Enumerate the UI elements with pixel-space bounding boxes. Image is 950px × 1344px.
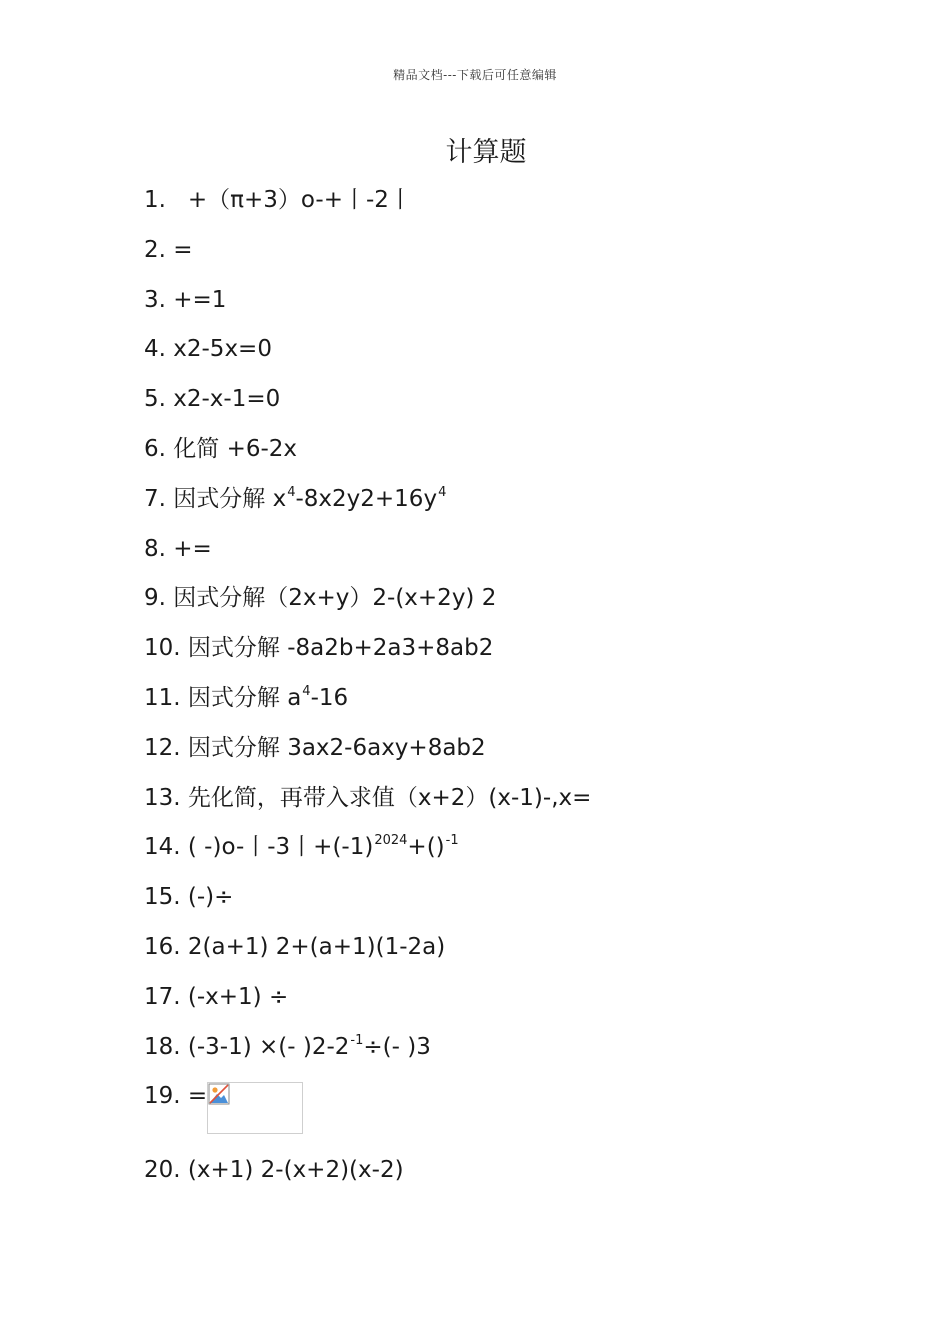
problem-number: 3. [144, 286, 166, 313]
problem-number: 15. [144, 884, 181, 911]
problem-number: 14. [144, 834, 181, 861]
problem-text: -8x2y2+16y [295, 485, 438, 512]
problem-text: 化简 +6-2x [173, 435, 298, 462]
problem-item [144, 877, 591, 927]
problem-text: 因式分解 x [173, 485, 287, 512]
problem-text: (-x+1) ÷ [180, 983, 289, 1010]
problem-text: (-)÷ [180, 884, 234, 911]
problem-text: 因式分解 -8a2b+2a3+8ab2 [187, 635, 494, 662]
superscript: 4 [302, 683, 311, 699]
problem-text: (-3-1) ×(- )2-2 [180, 1033, 350, 1060]
problem-number: 12. [144, 734, 181, 761]
problem-item [144, 628, 591, 678]
problem-item [144, 977, 591, 1027]
problem-item [144, 1027, 591, 1077]
broken-image-placeholder [207, 1082, 303, 1134]
header-note: 精品文档---下载后可任意编辑 [393, 68, 557, 82]
problem-text: 先化简，再带入求值（x+2）(x-1)-,x= [187, 784, 592, 811]
superscript: 4 [438, 484, 447, 500]
broken-image-icon [208, 1083, 230, 1105]
problem-number: 11. [144, 684, 181, 711]
problem-item [144, 329, 591, 379]
problem-item [144, 230, 591, 280]
problem-text: +=1 [173, 286, 227, 313]
problem-text: 因式分解 a [187, 684, 302, 711]
problem-number: 2. [144, 236, 166, 263]
problem-item [144, 827, 591, 877]
problem-item [144, 927, 591, 977]
problem-text: ( -)o-丨-3丨+(-1) [180, 834, 374, 861]
problem-number: 1. [144, 187, 166, 213]
problem-item [144, 180, 591, 230]
problem-text: 因式分解 3ax2-6axy+8ab2 [187, 734, 486, 761]
problem-item [144, 1076, 591, 1150]
problem-number: 9. [144, 585, 166, 612]
problem-number: 5. [144, 386, 166, 413]
superscript: 2024 [374, 833, 408, 849]
problem-text: x2-5x=0 [173, 336, 272, 363]
problem-text: 因式分解（2x+y）2-(x+2y) 2 [173, 585, 497, 612]
problem-text: +() [407, 834, 445, 861]
problem-text: += [173, 535, 212, 562]
problem-number: 18. [144, 1033, 181, 1060]
problem-number: 20. [144, 1157, 181, 1184]
problem-item [144, 728, 591, 778]
problem-text: ÷(- )3 [363, 1033, 431, 1060]
problem-item [144, 529, 591, 579]
problem-number: 10. [144, 635, 181, 662]
superscript: -1 [350, 1032, 364, 1048]
problem-text: x2-x-1=0 [173, 386, 281, 413]
problem-number: 8. [144, 535, 166, 562]
problem-number: 6. [144, 435, 166, 462]
problem-item [144, 1150, 591, 1200]
problem-item [144, 778, 591, 828]
superscript: 4 [287, 484, 296, 500]
page-title: 计算题 [445, 137, 527, 168]
problem-item [144, 280, 591, 330]
problem-number: 19. [144, 1083, 181, 1110]
problem-item [144, 429, 591, 479]
problem-number: 7. [144, 485, 166, 512]
superscript: -1 [445, 833, 459, 849]
problem-number: 13. [144, 784, 181, 811]
problem-item [144, 578, 591, 628]
problem-item [144, 379, 591, 429]
problem-item [144, 479, 591, 529]
problem-number: 16. [144, 933, 181, 960]
problem-text: +（π+3）o-+丨-2丨 [173, 187, 412, 213]
problem-number: 4. [144, 336, 166, 363]
problem-text: 2(a+1) 2+(a+1)(1-2a) [180, 933, 446, 960]
problem-item [144, 678, 591, 728]
problem-text: -16 [310, 684, 349, 711]
problem-list [144, 180, 591, 1200]
problem-text: = [173, 236, 193, 263]
problem-text: (x+1) 2-(x+2)(x-2) [187, 1157, 404, 1184]
problem-number: 17. [144, 983, 181, 1010]
problem-text: = [187, 1083, 208, 1110]
